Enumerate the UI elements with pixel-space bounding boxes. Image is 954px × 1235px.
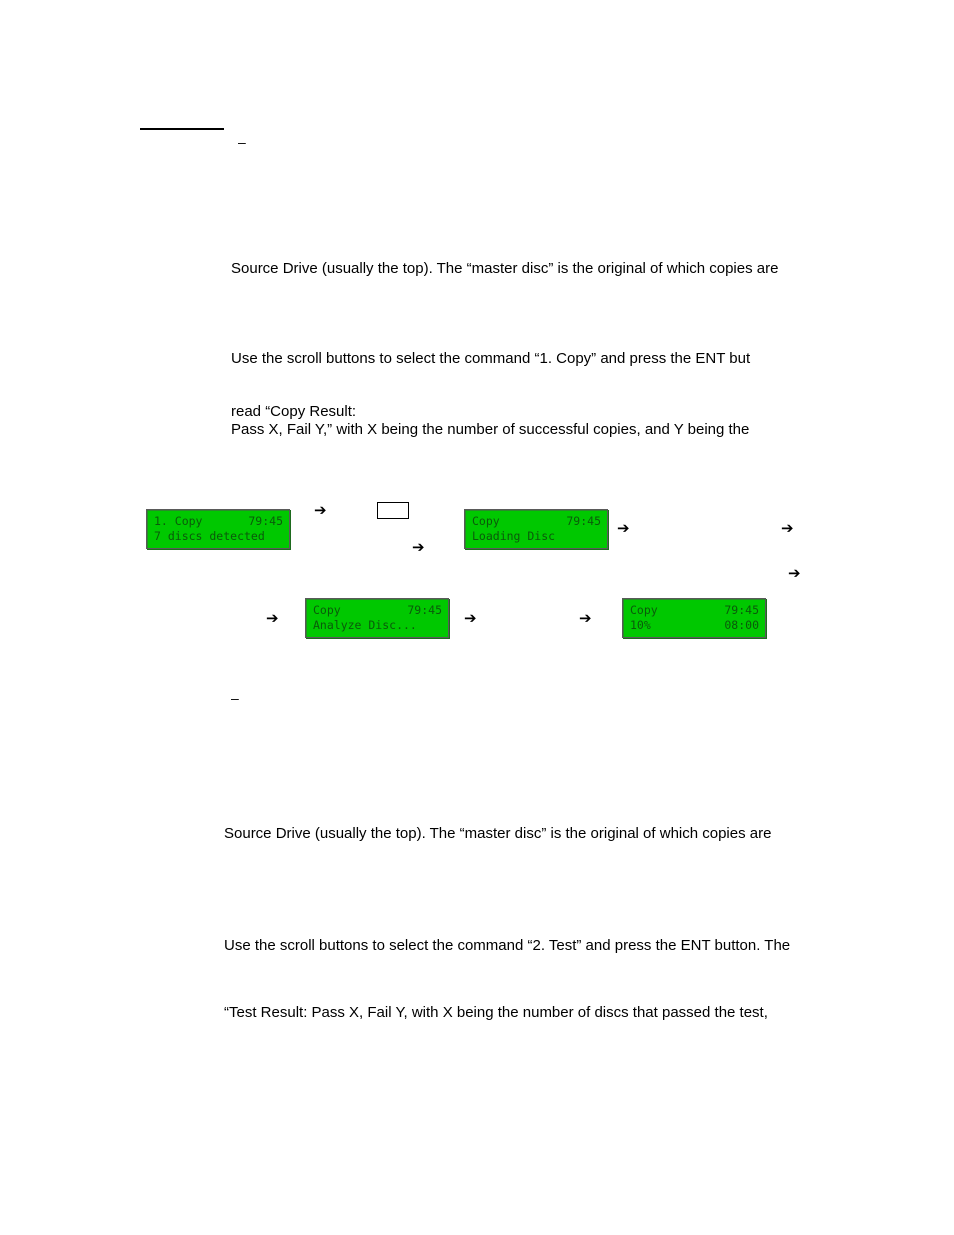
paragraph-test-command: Use the scroll buttons to select the command “2. Test” and press the ENT button. The [224,937,791,954]
lcd-line1-right: 79:45 [248,514,283,528]
dash-1: – [238,134,246,150]
lcd-line2-left: Analyze Disc... [313,618,417,632]
lcd-line1-left: Copy [472,514,500,528]
lcd-line1-right: 79:45 [407,603,442,617]
arrow-right-icon: ➔ [266,609,279,627]
lcd-line2-left: Loading Disc [472,529,556,543]
paragraph-copy-command: Use the scroll buttons to select the command “1. Copy” and press the ENT but [231,350,751,367]
lcd-line2-left: 7 discs detected [154,529,265,543]
paragraph-test-result: “Test Result: Pass X, Fail Y, with X being the number of discs that passed the test, [224,1004,768,1021]
paragraph-copy-result-line1: read “Copy Result: [231,403,357,420]
dash-2: – [231,690,239,706]
arrow-right-icon: ➔ [781,519,794,537]
lcd-display-copy-menu [146,509,290,549]
lcd-line1-left: Copy [313,603,341,617]
heading-underline [140,128,224,130]
lcd-line1-left: Copy [630,603,658,617]
lcd-display-copy-progress [622,598,766,638]
lcd-line1-left: 1. Copy [154,514,203,528]
lcd-line1-right: 79:45 [566,514,601,528]
arrow-right-icon: ➔ [788,564,801,582]
lcd-line2-right: 08:00 [724,618,759,632]
arrow-right-icon: ➔ [617,519,630,537]
paragraph-source-drive-2: Source Drive (usually the top). The “master disc” is the original of which copies are [224,825,772,842]
arrow-right-icon: ➔ [314,501,327,519]
lcd-display-analyze-disc [305,598,449,638]
arrow-right-icon: ➔ [579,609,592,627]
lcd-line1-right: 79:45 [724,603,759,617]
paragraph-source-drive-1: Source Drive (usually the top). The “master disc” is the original of which copies are [231,260,779,277]
lcd-line2-left: 10% [630,618,651,632]
arrow-right-icon: ➔ [412,538,425,556]
button-box [377,502,409,519]
paragraph-copy-result-line2: Pass X, Fail Y,” with X being the number of successful copies, and Y being the [231,421,750,438]
arrow-right-icon: ➔ [464,609,477,627]
lcd-display-loading-disc [464,509,608,549]
